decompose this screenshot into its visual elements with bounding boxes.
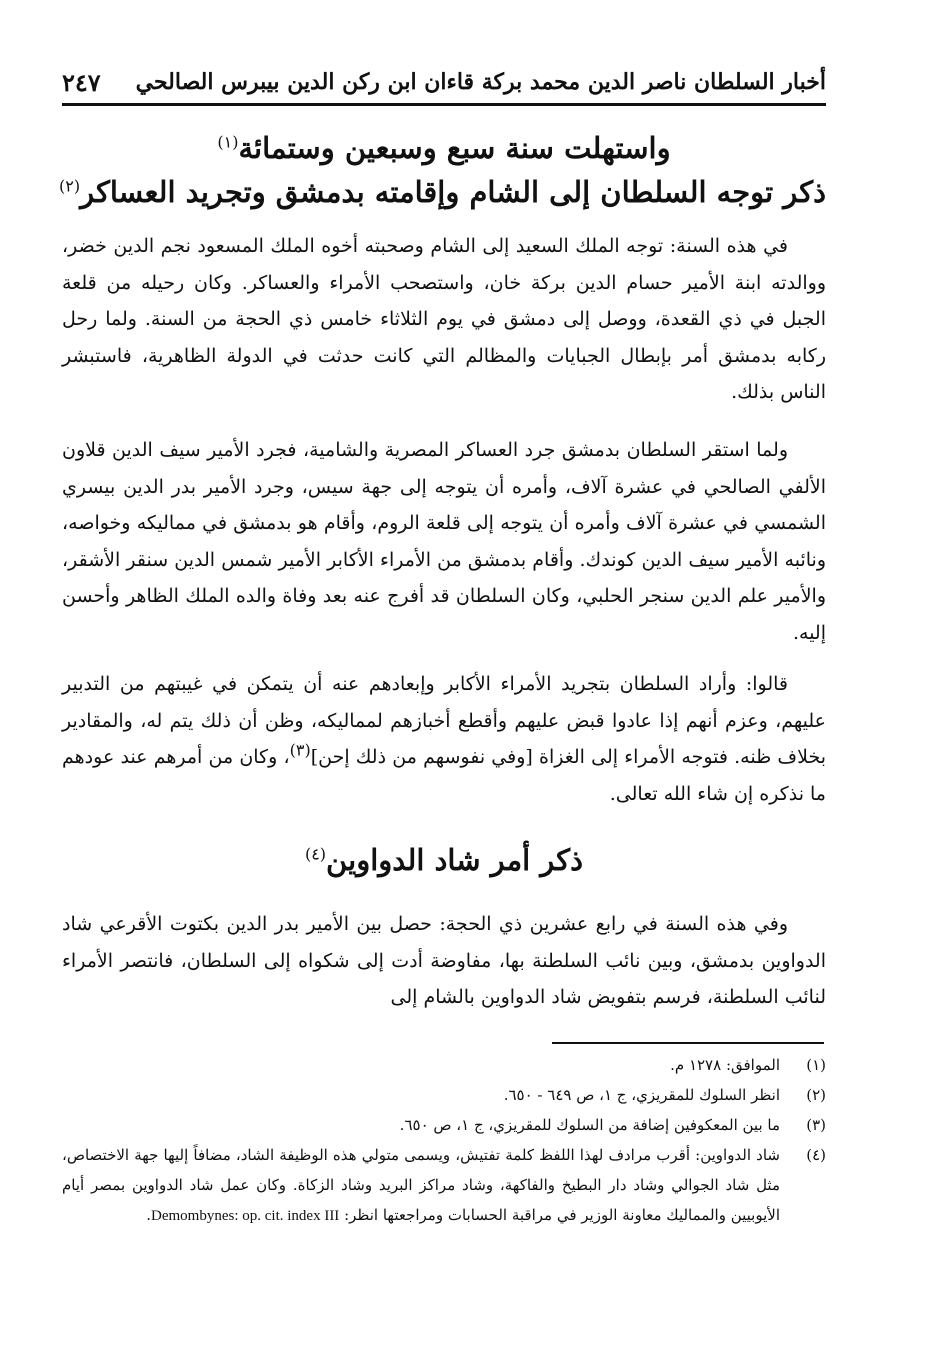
paragraph-1: في هذه السنة: توجه الملك السعيد إلى الشام وصحبته أخوه الملك المسعود نجم الدين خضر، ووالدته ابنة الأمير حسام الدين بركة خان، واستصحب الأمراء والعساكر. وكان رحيله من قلعة الجبل في ذي القعدة، ووصل إلى دمشق في يوم الثلاثاء خامس ذي الحجة من السنة. ولما رحل ركابه بدمشق أمر بإبطال الجبايات والمظالم التي كانت حدثت في الدولة الظاهرية، فاستبشر الناس بذلك. [62, 235, 826, 403]
footnote-citation: Demombynes: op. cit. index III [151, 1208, 340, 1224]
footnote-number: (١) [806, 1056, 826, 1074]
footnote-text-arabic: شاد الدواوين: أقرب مرادف لهذا اللفظ كلمة تفتيش، ويسمى متولي هذه الوظيفة الشاد، مضافاً إليها جهة الاختصاص، مثل شاد الجوالي وشاد دار البطيخ والفاكهة، وشاد مراكز البريد وشاد الزكاة. وكان عمل شاد الدواوين بمصر أيام الأيوبيين والمماليك معاونة الوزير في مراقبة الحسابات ومراجعتها انظر: [62, 1146, 780, 1224]
running-header [62, 62, 826, 102]
footnote-2 [62, 1080, 826, 1110]
footnote-end: . [146, 1206, 152, 1224]
footnote-number: (٤) [806, 1146, 826, 1164]
paragraph-4: وفي هذه السنة في رابع عشرين ذي الحجة: حصل بين الأمير بدر الدين بكتوت الأقرعي شاد الدواوين بدمشق، وبين نائب السلطنة بها، مفاوضة أدت إلى شكواه إلى السلطان، فانتصر الأمراء لنائب السلطنة، فرسم بتفويض شاد الدواوين بالشام إلى [62, 913, 826, 1008]
footnote-number: (٢) [806, 1086, 826, 1104]
footnote-ref-2: (٢) [59, 176, 81, 196]
footnote-1 [62, 1050, 826, 1080]
paragraph-3-text-end: ، وكان من أمرهم عند عودهم ما نذكره إن شاء الله تعالى. [62, 746, 826, 805]
paragraph-2: ولما استقر السلطان بدمشق جرد العساكر المصرية والشامية، فجرد الأمير سيف الدين قلاون الألفي الصالحي في عشرة آلاف، وأمره أن يتوجه إلى جهة سيس، وجرد الأمير بدر الدين بيسري الشمسي في عشرة آلاف وأمره أن يتوجه إلى قلعة الروم، وأقام هو بدمشق في مماليكه وخواصه، ونائبه الأمير سيف الدين كوندك. وأقام بدمشق من الأمراء الأكابر الأمير شمس الدين سنقر الأشقر، والأمير علم الدين سنجر الحلبي، وكان السلطان قد أفرج عنه بعد وفاة والده الملك الظاهر وأحسن إليه. [62, 439, 826, 644]
footnotes [62, 1050, 826, 1231]
footnote-text: الموافق: ١٢٧٨ م. [670, 1056, 780, 1074]
shad-heading-text: ذكر أمر شاد الدواوين [326, 843, 584, 877]
footnote-ref-3: (٣) [289, 740, 311, 760]
campaign-heading-text: ذكر توجه السلطان إلى الشام وإقامته بدمشق وتجريد العساكر [80, 175, 826, 209]
shad-heading [62, 838, 826, 882]
paragraph-3-text: قالوا: وأراد السلطان بتجريد الأمراء الأكابر وإبعادهم عنه أن يتمكن في غيبتهم من التدبير عليهم، وعزم أنهم إذا عادوا قبض عليهم وأقطع أخبازهم لمماليكه، وظن أن ذلك يتم له، والمقادير بخلاف ظنه. فتوجه الأمراء إلى الغزاة [وفي نفوسهم من ذلك إحن] [62, 673, 826, 768]
footnote-ref-4: (٤) [304, 844, 327, 864]
footnote-3 [62, 1110, 826, 1140]
campaign-heading [59, 170, 826, 214]
year-heading [62, 126, 826, 170]
header-divider [62, 103, 826, 106]
year-heading-text: واستهلت سنة سبع وسبعين وستمائة [238, 131, 671, 165]
footnote-text: انظر السلوك للمقريزي، ج ١، ص ٦٤٩ - ٦٥٠. [503, 1086, 780, 1104]
page-number: ٢٤٧ [62, 67, 101, 97]
footnote-4 [62, 1140, 826, 1231]
footnote-text [62, 1140, 780, 1231]
footnote-number: (٣) [806, 1116, 826, 1134]
paragraph-3 [62, 666, 826, 812]
footnote-divider [552, 1042, 824, 1044]
running-title: أخبار السلطان ناصر الدين محمد بركة قاءان ابن ركن الدين بيبرس الصالحي [135, 69, 826, 95]
footnote-ref-1: (١) [217, 132, 239, 152]
footnote-text: ما بين المعكوفين إضافة من السلوك للمقريزي، ج ١، ص ٦٥٠. [399, 1116, 780, 1134]
